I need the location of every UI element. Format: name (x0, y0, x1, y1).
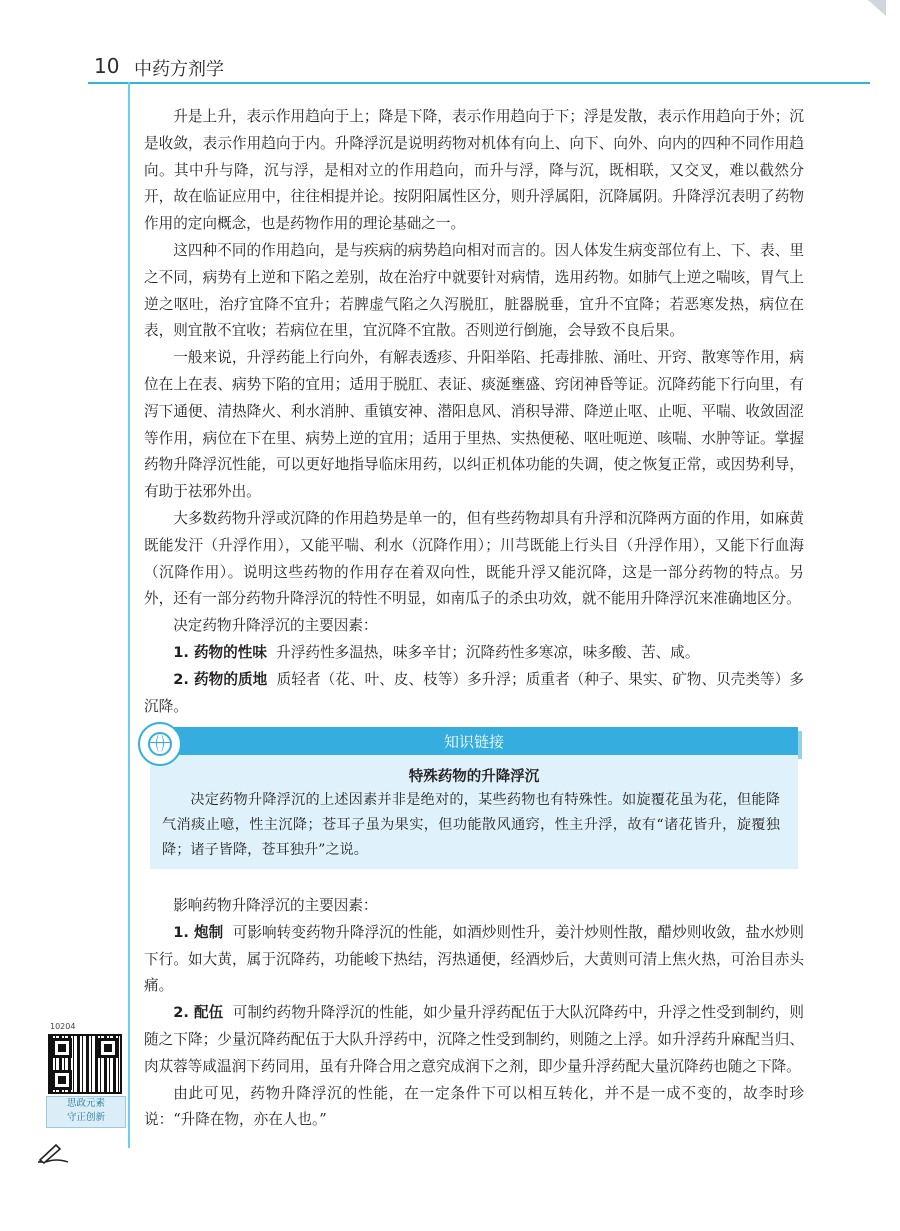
qr-caption-line: 思政元素 (66, 1098, 105, 1109)
paragraph: 影响药物升降浮沉的主要因素： (173, 897, 378, 914)
knowledge-box-label: 知识链接 (443, 733, 504, 751)
factor-text: 质轻者（花、叶、皮、枝等）多升浮；质重者（种子、果实、矿物、贝壳类等）多沉降。 (144, 670, 804, 715)
qr-id: 10204 (50, 1022, 76, 1031)
page-number: 10 (94, 54, 120, 78)
book-title: 中药方剂学 (134, 59, 224, 80)
globe-icon (138, 722, 182, 766)
knowledge-box-body (150, 755, 798, 869)
margin-rule (128, 82, 130, 1148)
factor-text: 可制约药物升降浮沉的性能，如少量升浮药配伍于大队沉降药中，升浮之性受到制约，则随之下降；少量沉降药配伍于大队升浮药中，沉降之性受到制约，则随之上浮。如升浮药升麻配当归、肉苁蓉等咸温润下药同用，虽有升降合用之意究成润下之剂，即少量升浮药配大量沉降药也随之下降。 (144, 1004, 804, 1075)
knowledge-box-title: 特殊药物的升降浮沉 (408, 769, 540, 785)
main-text-top (144, 104, 804, 720)
page-corner-mark (868, 0, 886, 16)
factor-label: 1. 炮制 (173, 923, 224, 941)
pen-icon (36, 1142, 70, 1164)
qr-image[interactable] (48, 1034, 122, 1094)
paragraph: 这四种不同的作用趋向，是与疾病的病势趋向相对而言的。因人体发生病变部位有上、下、表、里之不同，病势有上逆和下陷之差别，故在治疗中就要针对病情，选用药物。如肺气上逆之喘咳，胃气上逆之呕吐，治疗宜降不宜升；若脾虚气陷之久泻脱肛，脏器脱垂，宜升不宜降；若恶寒发热，病位在表，则宜散不宜收；若病位在里，宜沉降不宜散。否则逆行倒施，会导致不良后果。 (144, 241, 804, 340)
factor-text: 可影响转变药物升降浮沉的性能，如酒炒则性升，姜汁炒则性散，醋炒则收敛，盐水炒则下行。如大黄，属于沉降药，功能峻下热结，泻热通便，经酒炒后，大黄则可清上焦火热，可治目赤头痛。 (144, 923, 804, 995)
knowledge-box (150, 727, 804, 869)
paragraph: 决定药物升降浮沉的主要因素： (173, 617, 378, 635)
paragraph: 由此可见，药物升降浮沉的性能，在一定条件下可以相互转化，并不是一成不变的，故李时珍说：“升降在物，亦在人也。” (144, 1084, 804, 1129)
factor-item (144, 1000, 804, 1080)
main-text-bottom (144, 893, 804, 1134)
qr-caption (46, 1096, 126, 1128)
paragraph: 升是上升，表示作用趋向于上；降是下降，表示作用趋向于下；浮是发散，表示作用趋向于外；沉是收敛，表示作用趋向于内。升降浮沉是说明药物对机体有向上、向下、向外、向内的四种不同作用趋向。其中升与降，沉与浮，是相对立的作用趋向，而升与浮，降与沉，既相联，又交叉，难以截然分开，故在临证应用中，往往相提并论。按阴阳属性区分，则升浮属阳，沉降属阴。升降浮沉表明了药物作用的定向概念，也是药物作用的理论基础之一。 (144, 108, 804, 233)
page-header (0, 48, 900, 84)
factor-label: 2. 药物的质地 (173, 670, 268, 688)
factor-item (144, 640, 804, 667)
qr-caption-line: 守正创新 (66, 1112, 105, 1123)
paragraph: 一般来说，升浮药能上行向外，有解表透疹、升阳举陷、托毒排脓、涌吐、开窍、散寒等作用，病位在上在表、病势下陷的宜用；适用于脱肛、表证、痰涎壅盛、窍闭神昏等证。沉降药能下行向里，有泻下通便、清热降火、利水消肿、重镇安神、潜阳息风、消积导滞、降逆止呕、止呃、平喘、收敛固涩等作用，病位在下在里、病势上逆的宜用；适用于里热、实热便秘、呕吐呃逆、咳喘、水肿等证。掌握药物升降浮沉性能，可以更好地指导临床用药，以纠正机体功能的失调，使之恢复正常，或因势利导，有助于祛邪外出。 (144, 349, 804, 501)
factor-label: 1. 药物的性味 (173, 643, 267, 661)
header-rule (88, 82, 870, 84)
knowledge-box-text: 决定药物升降浮沉的上述因素并非是绝对的，某些药物也有特殊性。如旋覆花虽为花，但能降气消痰止噫，性主沉降；苍耳子虽为果实，但功能散风通窍，性主升浮，故有“诸花皆升，旋覆独降；诸子皆降，苍耳独升”之说。 (162, 792, 780, 858)
factor-text: 升浮药性多温热，味多辛甘；沉降药性多寒凉，味多酸、苦、咸。 (276, 643, 700, 661)
factor-label: 2. 配伍 (173, 1004, 224, 1022)
factor-item (144, 667, 804, 721)
paragraph: 大多数药物升浮或沉降的作用趋势是单一的，但有些药物却具有升浮和沉降两方面的作用，如麻黄既能发汗（升浮作用），又能平喘、利水（沉降作用）；川芎既能上行头目（升浮作用），又能下行血海（沉降作用）。说明这些药物的作用存在着双向性，既能升浮又能沉降，这是一部分药物的特点。另外，还有一部分药物升降浮沉的特性不明显，如南瓜子的杀虫功效，就不能用升降浮沉来准确地区分。 (144, 509, 804, 608)
knowledge-box-header (150, 727, 798, 755)
factor-item (144, 920, 804, 1000)
